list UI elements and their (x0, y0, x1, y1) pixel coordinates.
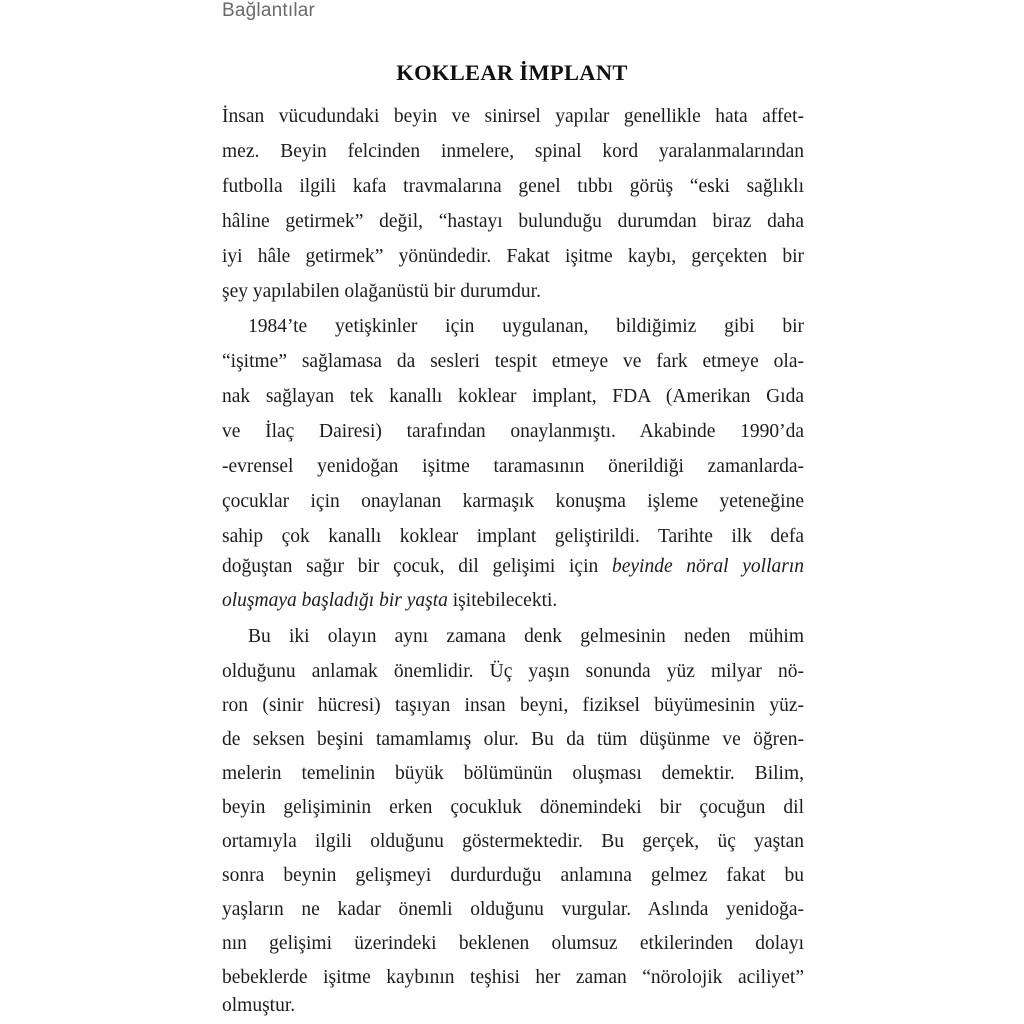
body-line: ve İlaç Dairesi) tarafından onaylanmıştı. Akabinde 1990’da (222, 421, 804, 442)
body-text: doğuştan sağır bir çocuk, dil gelişimi için (222, 556, 599, 577)
body-line: nın gelişimi üzerindeki beklenen olumsuz etkilerinden dolayı (222, 933, 804, 954)
body-line: mez. Beyin felcinden inmelere, spinal kord yaralanmalarından (222, 141, 804, 162)
body-line: sahip çok kanallı koklear implant geliştirildi. Tarihte ilk defa (222, 526, 804, 547)
body-text: işitebilecekti. (452, 590, 558, 611)
body-line: Bu iki olayın aynı zamana denk gelmesinin neden mühim (248, 626, 804, 647)
body-line: futbolla ilgili kafa travmalarına genel tıbbı görüş “eski sağlıklı (222, 176, 804, 197)
body-line: beyin gelişiminin erken çocukluk dönemindeki bir çocuğun dil (222, 797, 804, 818)
body-line: hâline getirmek” değil, “hastayı bulunduğu durumdan biraz daha (222, 211, 804, 232)
body-line-mixed (222, 550, 804, 584)
body-line: bebeklerde işitme kaybının teşhisi her zaman “nörolojik aciliyet” (222, 967, 804, 988)
body-text-italic: beyinde nöral yolların (611, 556, 805, 577)
body-line: yaşların ne kadar önemli olduğunu vurgular. Aslında yenidoğa- (222, 899, 804, 920)
body-line: nak sağlayan tek kanallı koklear implant, FDA (Amerikan Gıda (222, 386, 804, 407)
body-line: sonra beynin gelişmeyi durdurduğu anlamına gelmez fakat bu (222, 865, 804, 886)
body-line: şey yapılabilen olağanüstü bir durumdur. (222, 281, 541, 302)
running-head: Bağlantılar (222, 0, 316, 21)
body-line: melerin temelinin büyük bölümünün oluşması demektir. Bilim, (222, 763, 804, 784)
body-line: ortamıyla ilgili olduğunu göstermektedir. Bu gerçek, üç yaştan (222, 831, 804, 852)
body-line: “işitme” sağlamasa da sesleri tespit etmeye ve fark etmeye ola- (222, 351, 804, 372)
body-line: iyi hâle getirmek” yönündedir. Fakat işitme kaybı, gerçekten bir (222, 246, 804, 267)
chapter-title: KOKLEAR İMPLANT (396, 60, 628, 85)
body-line: 1984’te yetişkinler için uygulanan, bildiğimiz gibi bir (248, 316, 804, 337)
body-line: olduğunu anlamak önemlidir. Üç yaşın sonunda yüz milyar nö- (222, 661, 804, 682)
body-line: -evrensel yenidoğan işitme taramasının önerildiği zamanlarda- (222, 456, 804, 477)
body-line-mixed (222, 584, 804, 618)
body-line: ron (sinir hücresi) taşıyan insan beyni, fiziksel büyümesinin yüz- (222, 695, 804, 716)
body-line: olmuştur. (222, 995, 296, 1016)
body-line: İnsan vücudundaki beyin ve sinirsel yapılar genellikle hata affet- (222, 106, 804, 127)
body-line: de seksen beşini tamamlamış olur. Bu da tüm düşünme ve öğren- (222, 729, 804, 750)
body-line: çocuklar için onaylanan karmaşık konuşma işleme yeteneğine (222, 491, 804, 512)
body-text-italic: oluşmaya başladığı bir yaşta (222, 590, 448, 611)
